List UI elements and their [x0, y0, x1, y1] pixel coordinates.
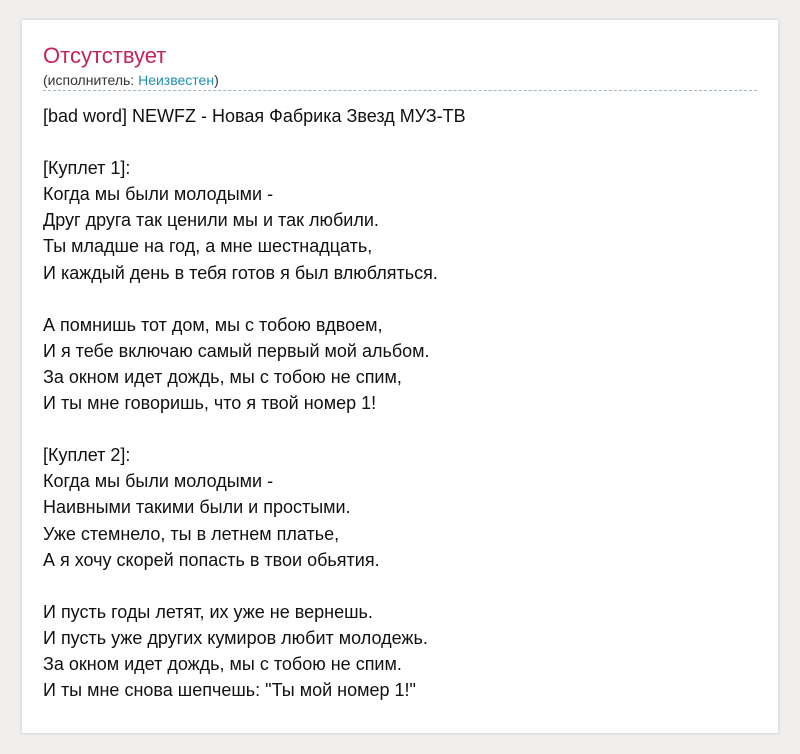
lyrics-line: И ты мне снова шепчешь: "Ты мой номер 1!" — [43, 680, 416, 701]
lyrics-line: Уже стемнело, ты в летнем платье, — [43, 523, 340, 544]
lyrics-blank-line — [43, 129, 757, 155]
lyrics-line: [Куплет 1]: — [43, 158, 131, 179]
lyrics-line: А я хочу скорей попасть в твои обьятия. — [43, 549, 380, 570]
song-title: Отсутствует — [43, 43, 167, 68]
lyrics-line: За окном идет дождь, мы с тобою не спим. — [43, 653, 402, 674]
lyrics-line: [Куплет 2]: — [43, 445, 131, 466]
lyrics-blank-line — [43, 286, 757, 312]
lyrics-blank-line — [43, 573, 757, 599]
lyrics-line: Ты младше на год, а мне шестнадцать, — [43, 236, 373, 257]
lyrics-line: Когда мы были молодыми - — [43, 184, 274, 205]
title-divider — [43, 90, 757, 91]
lyrics-line: [bad word] NEWFZ - Новая Фабрика Звезд МУЗ-ТВ — [43, 106, 466, 126]
lyrics-line: И каждый день в тебя готов я был влюбляться. — [43, 262, 438, 283]
lyrics-blank-line — [43, 416, 757, 442]
lyrics-line: И я тебе включаю самый первый мой альбом. — [43, 340, 430, 361]
lyrics-line: А помнишь тот дом, мы с тобою вдвоем, — [43, 314, 383, 335]
lyrics-line: Наивными такими были и простыми. — [43, 497, 351, 518]
lyrics-card — [22, 20, 778, 733]
lyrics-text — [43, 103, 757, 703]
byline-suffix: ) — [214, 72, 219, 88]
lyrics-line: Когда мы были молодыми - — [43, 471, 274, 492]
artist-byline — [43, 70, 757, 90]
lyrics-line: И пусть уже других кумиров любит молодежь. — [43, 627, 428, 648]
byline-prefix: (исполнитель: — [43, 72, 139, 88]
lyrics-line: За окном идет дождь, мы с тобою не спим, — [43, 366, 402, 387]
artist-link[interactable]: Неизвестен — [138, 72, 215, 88]
lyrics-line: И пусть годы летят, их уже не вернешь. — [43, 601, 373, 622]
lyrics-line: Друг друга так ценили мы и так любили. — [43, 210, 379, 231]
lyrics-line: И ты мне говоришь, что я твой номер 1! — [43, 393, 377, 414]
